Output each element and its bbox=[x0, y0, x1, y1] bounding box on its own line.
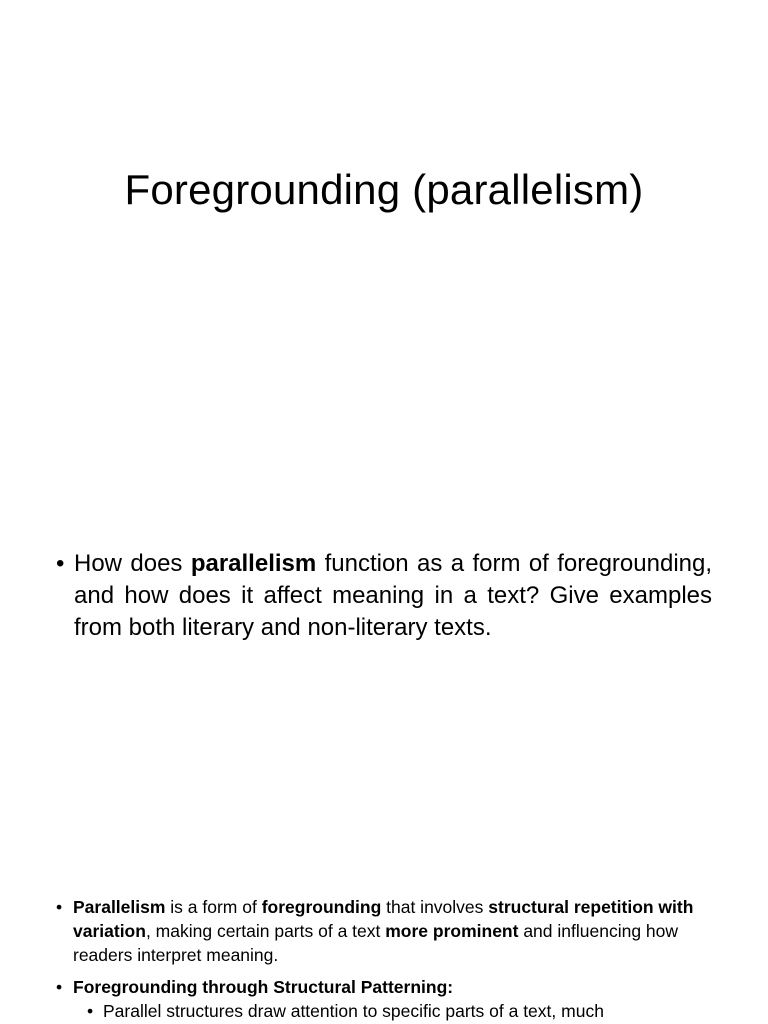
question-post: function as a form of foregrounding, and how does it affect meaning in a text? Give examples from both literary and non-literary texts. bbox=[74, 550, 713, 641]
text-run: and influencing how readers interpret meaning. bbox=[73, 921, 679, 965]
text-run: , making certain parts of a text bbox=[145, 921, 386, 941]
notes-item-text bbox=[73, 895, 716, 967]
notes-bullet-item bbox=[56, 975, 716, 1023]
question-block bbox=[56, 548, 712, 644]
question-bold-term: parallelism bbox=[190, 550, 317, 577]
bullet-icon: • bbox=[56, 977, 63, 997]
bold-term: structural repetition with variation bbox=[73, 897, 694, 941]
text-run: that involves bbox=[381, 897, 489, 917]
question-bullet-item bbox=[56, 548, 712, 644]
bold-term: Parallelism bbox=[73, 897, 166, 917]
bullet-icon: • bbox=[56, 550, 65, 577]
bold-heading: Foregrounding through Structural Patterning: bbox=[73, 977, 454, 997]
question-text bbox=[74, 548, 712, 644]
notes-heading bbox=[73, 975, 716, 999]
notes-bullet-item bbox=[56, 895, 716, 967]
notes-sub-bullet-item bbox=[73, 999, 716, 1023]
bold-term: more prominent bbox=[385, 921, 519, 941]
notes-sub-text: Parallel structures draw attention to specific parts of a text, much bbox=[103, 1001, 604, 1021]
notes-block bbox=[56, 895, 716, 1024]
bold-term: foregrounding bbox=[261, 897, 382, 917]
question-pre: How does bbox=[74, 550, 191, 577]
bullet-icon: • bbox=[56, 897, 63, 917]
text-run: is a form of bbox=[165, 897, 262, 917]
slide-title: Foregrounding (parallelism) bbox=[124, 166, 644, 213]
bullet-icon: • bbox=[87, 1001, 94, 1021]
